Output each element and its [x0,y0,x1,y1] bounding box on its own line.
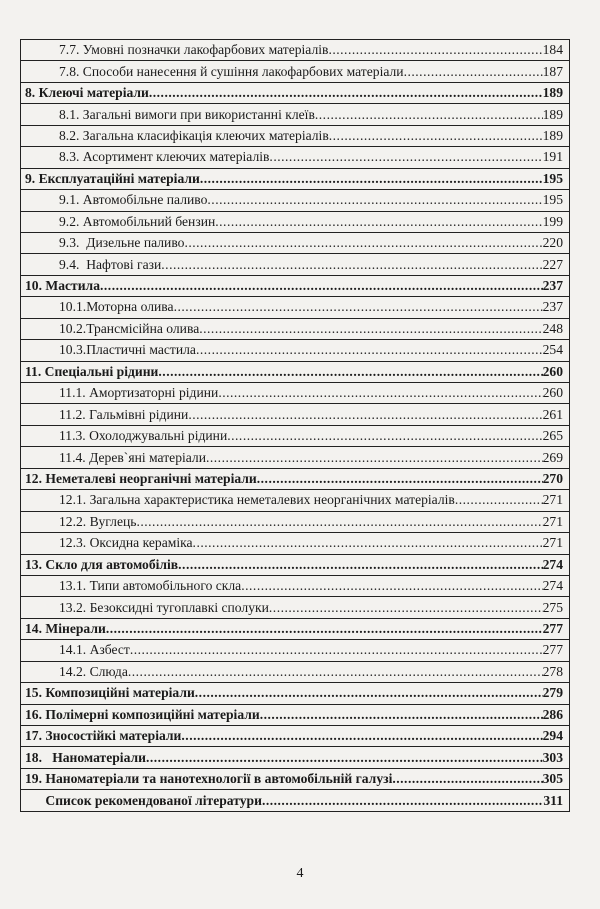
toc-entry-title: 16. Полімерні композиційні матеріали [25,706,260,722]
toc-chapter-row [21,168,570,189]
toc-leader-dots [128,662,543,682]
toc-chapter-row [21,790,570,811]
toc-entry-title: 8. Клеючі матеріали [25,85,149,101]
toc-chapter-row [21,361,570,382]
toc-entry [25,769,563,789]
toc-leader-dots [149,83,543,103]
toc-entry [59,319,563,339]
toc-entry [59,405,563,425]
toc-entry-title: 10.1.Моторна олива [59,299,174,315]
toc-chapter-row [21,747,570,768]
toc-leader-dots [184,233,542,253]
toc-entry-page: 189 [542,106,563,122]
toc-cell [21,232,570,253]
toc-entry [59,533,563,553]
toc-entry-page: 189 [542,127,563,143]
toc-leader-dots [215,212,542,232]
toc-section-row [21,597,570,618]
toc-leader-dots [262,791,543,811]
toc-entry-page: 277 [542,642,563,658]
toc-cell [21,125,570,146]
toc-cell [21,747,570,768]
toc-entry [59,190,563,210]
toc-entry [59,662,563,682]
toc-chapter-row [21,468,570,489]
toc-leader-dots [181,726,542,746]
toc-entry [59,255,563,275]
toc-section-row [21,490,570,511]
toc-cell [21,554,570,575]
toc-entry-title: Список рекомендованої літератури [25,792,262,808]
toc-cell [21,768,570,789]
toc-section-row [21,425,570,446]
toc-entry [59,297,563,317]
toc-entry [59,490,563,510]
toc-entry [59,448,563,468]
toc-leader-dots [269,598,543,618]
toc-leader-dots [130,640,543,660]
toc-section-row [21,383,570,404]
toc-entry [59,212,563,232]
toc-entry-title: 15. Композиційні матеріали [25,685,195,701]
toc-leader-dots [241,576,542,596]
toc-leader-dots [328,40,542,60]
toc-entry-page: 311 [543,792,563,808]
toc-entry-page: 254 [542,342,563,358]
toc-entry [59,383,563,403]
toc-cell [21,297,570,318]
toc-leader-dots [260,705,543,725]
toc-entry [59,126,563,146]
toc-leader-dots [200,169,543,189]
toc-entry [25,748,563,768]
toc-entry-title: 7.8. Способи нанесення й сушіння лакофарбових матеріали [59,63,404,79]
toc-entry-page: 269 [542,449,563,465]
toc-cell [21,490,570,511]
toc-section-row [21,104,570,125]
toc-cell [21,404,570,425]
toc-entry-title: 9.2. Автомобільний бензин [59,213,216,229]
toc-leader-dots [404,62,543,82]
toc-cell [21,361,570,382]
toc-entry-title: 8.1. Загальні вимоги при використанні клеїв [59,106,315,122]
toc-entry [25,683,563,703]
toc-entry-title: 13. Скло для автомобілів [25,556,179,572]
toc-entry-page: 260 [542,363,563,379]
toc-entry [25,726,563,746]
toc-leader-dots [195,683,543,703]
toc-entry [25,169,563,189]
toc-entry [59,233,563,253]
toc-cell [21,468,570,489]
toc-entry-page: 271 [542,513,563,529]
toc-entry-page: 265 [542,428,563,444]
toc-entry-title: 12. Неметалеві неорганічні матеріали [25,470,257,486]
toc-chapter-row [21,704,570,725]
toc-entry-title: 14. Мінерали [25,621,106,637]
toc-entry-page: 305 [542,771,563,787]
toc-entry-page: 278 [542,663,563,679]
toc-section-row [21,297,570,318]
toc-entry-title: 12.1. Загальна характеристика неметалевих неорганічних матеріалів [59,492,455,508]
toc-leader-dots [174,297,543,317]
toc-cell [21,683,570,704]
toc-chapter-row [21,275,570,296]
toc-entry [25,276,563,296]
toc-entry-page: 274 [542,556,563,572]
toc-leader-dots [193,533,543,553]
toc-section-row [21,447,570,468]
toc-entry-page: 260 [542,385,563,401]
toc-section-row [21,340,570,361]
toc-cell [21,211,570,232]
toc-entry [59,147,563,167]
toc-cell [21,61,570,82]
toc-chapter-row [21,683,570,704]
toc-chapter-row [21,82,570,103]
toc-entry-title: 18. Наноматеріали [25,749,146,765]
toc-entry-page: 184 [542,42,563,58]
toc-entry-title: 9.1. Автомобільне паливо [59,192,208,208]
toc-entry [25,705,563,725]
toc-entry-title: 17. Зносостійкі матеріали [25,728,182,744]
toc-entry-title: 10.3.Пластичні мастила [59,342,196,358]
toc-entry-title: 13.2. Безоксидні тугоплавкі сполуки [59,599,269,615]
toc-section-row [21,211,570,232]
toc-leader-dots [257,469,543,489]
toc-entry-page: 294 [542,728,563,744]
toc-section-row [21,661,570,682]
toc-entry-title: 11. Спеціальні рідини [25,363,159,379]
toc-body [21,40,570,812]
toc-cell [21,318,570,339]
toc-section-row [21,147,570,168]
toc-entry [59,512,563,532]
toc-section-row [21,511,570,532]
toc-entry-title: 9.4. Нафтові гази [59,256,162,272]
toc-leader-dots [188,405,542,425]
toc-leader-dots [329,126,543,146]
toc-section-row [21,232,570,253]
toc-entry-page: 270 [542,470,563,486]
toc-cell [21,704,570,725]
toc-entry-page: 195 [542,170,563,186]
toc-entry-page: 189 [542,85,563,101]
toc-entry-title: 19. Наноматеріали та нанотехнології в автомобільній галузі [25,771,393,787]
toc-leader-dots [146,748,543,768]
toc-cell [21,790,570,811]
toc-cell [21,254,570,275]
toc-section-row [21,533,570,554]
toc-entry-page: 303 [542,749,563,765]
toc-cell [21,425,570,446]
toc-leader-dots [158,362,542,382]
toc-chapter-row [21,726,570,747]
toc-entry [59,426,563,446]
toc-entry [59,40,563,60]
toc-leader-dots [455,490,543,510]
toc-entry-page: 237 [542,278,563,294]
toc-cell [21,383,570,404]
toc-leader-dots [227,426,542,446]
toc-entry-title: 11.1. Амортизаторні рідини [59,385,219,401]
toc-section-row [21,640,570,661]
toc-entry-title: 11.2. Гальмівні рідини [59,406,189,422]
toc-leader-dots [199,319,542,339]
toc-entry-title: 9.3. Дизельне паливо [59,235,185,251]
toc-cell [21,168,570,189]
toc-entry [59,62,563,82]
toc-leader-dots [206,448,543,468]
toc-entry-page: 195 [542,192,563,208]
toc-section-row [21,40,570,61]
toc-leader-dots [269,147,542,167]
toc-entry-page: 286 [542,706,563,722]
toc-chapter-row [21,768,570,789]
toc-leader-dots [392,769,542,789]
toc-entry-title: 12.2. Вуглець [59,513,137,529]
toc-entry-page: 277 [542,621,563,637]
toc-cell [21,533,570,554]
toc-entry-page: 227 [542,256,563,272]
toc-leader-dots [136,512,542,532]
toc-leader-dots [315,105,543,125]
toc-cell [21,661,570,682]
toc-section-row [21,254,570,275]
toc-cell [21,618,570,639]
toc-entry-page: 275 [542,599,563,615]
toc-entry-page: 274 [542,578,563,594]
toc-entry-title: 8.3. Асортимент клеючих матеріалів [59,149,270,165]
toc-cell [21,104,570,125]
toc-entry-title: 7.7. Умовні позначки лакофарбових матеріалів [59,42,329,58]
toc-leader-dots [106,619,543,639]
toc-section-row [21,190,570,211]
toc-entry [25,619,563,639]
toc-section-row [21,61,570,82]
toc-leader-dots [196,340,543,360]
toc-chapter-row [21,618,570,639]
toc-entry-title: 11.3. Охолоджувальні рідини [59,428,228,444]
toc-section-row [21,318,570,339]
toc-entry-title: 12.3. Оксидна кераміка [59,535,193,551]
toc-entry-page: 271 [542,492,563,508]
toc-entry-title: 10. Мастила [25,278,100,294]
toc-section-row [21,125,570,146]
toc-leader-dots [178,555,542,575]
toc-leader-dots [207,190,542,210]
toc-entry [25,555,563,575]
toc-cell [21,726,570,747]
toc-entry-page: 199 [542,213,563,229]
toc-entry [25,362,563,382]
toc-entry-title: 8.2. Загальна класифікація клеючих матеріалів [59,127,329,143]
toc-cell [21,340,570,361]
toc-cell [21,190,570,211]
toc-entry [25,791,563,811]
toc-entry-title: 14.1. Азбест [59,642,130,658]
toc-entry [59,640,563,660]
toc-cell [21,575,570,596]
toc-entry [59,598,563,618]
toc-entry [59,340,563,360]
toc-entry-page: 191 [542,149,563,165]
toc-chapter-row [21,554,570,575]
table-of-contents [20,39,570,812]
toc-entry [59,576,563,596]
page-number: 4 [296,866,304,881]
toc-entry [25,83,563,103]
toc-entry-title: 9. Експлуатаційні матеріали [25,170,200,186]
toc-entry-title: 13.1. Типи автомобільного скла [59,578,242,594]
toc-entry [59,105,563,125]
toc-section-row [21,575,570,596]
toc-leader-dots [100,276,543,296]
toc-entry-page: 237 [542,299,563,315]
toc-cell [21,597,570,618]
toc-cell [21,640,570,661]
toc-leader-dots [218,383,542,403]
toc-entry [25,469,563,489]
toc-cell [21,275,570,296]
toc-leader-dots [161,255,542,275]
toc-entry-title: 10.2.Трансмісійна олива [59,320,200,336]
toc-cell [21,82,570,103]
toc-cell [21,447,570,468]
toc-cell [21,511,570,532]
toc-entry-page: 220 [542,235,563,251]
toc-entry-page: 271 [542,535,563,551]
toc-entry-page: 187 [542,63,563,79]
toc-entry-page: 248 [542,320,563,336]
toc-entry-page: 261 [542,406,563,422]
toc-cell [21,147,570,168]
toc-entry-title: 14.2. Слюда [59,663,128,679]
toc-section-row [21,404,570,425]
toc-cell [21,40,570,61]
toc-entry-title: 11.4. Дерев`яні матеріали [59,449,206,465]
toc-entry-page: 279 [542,685,563,701]
